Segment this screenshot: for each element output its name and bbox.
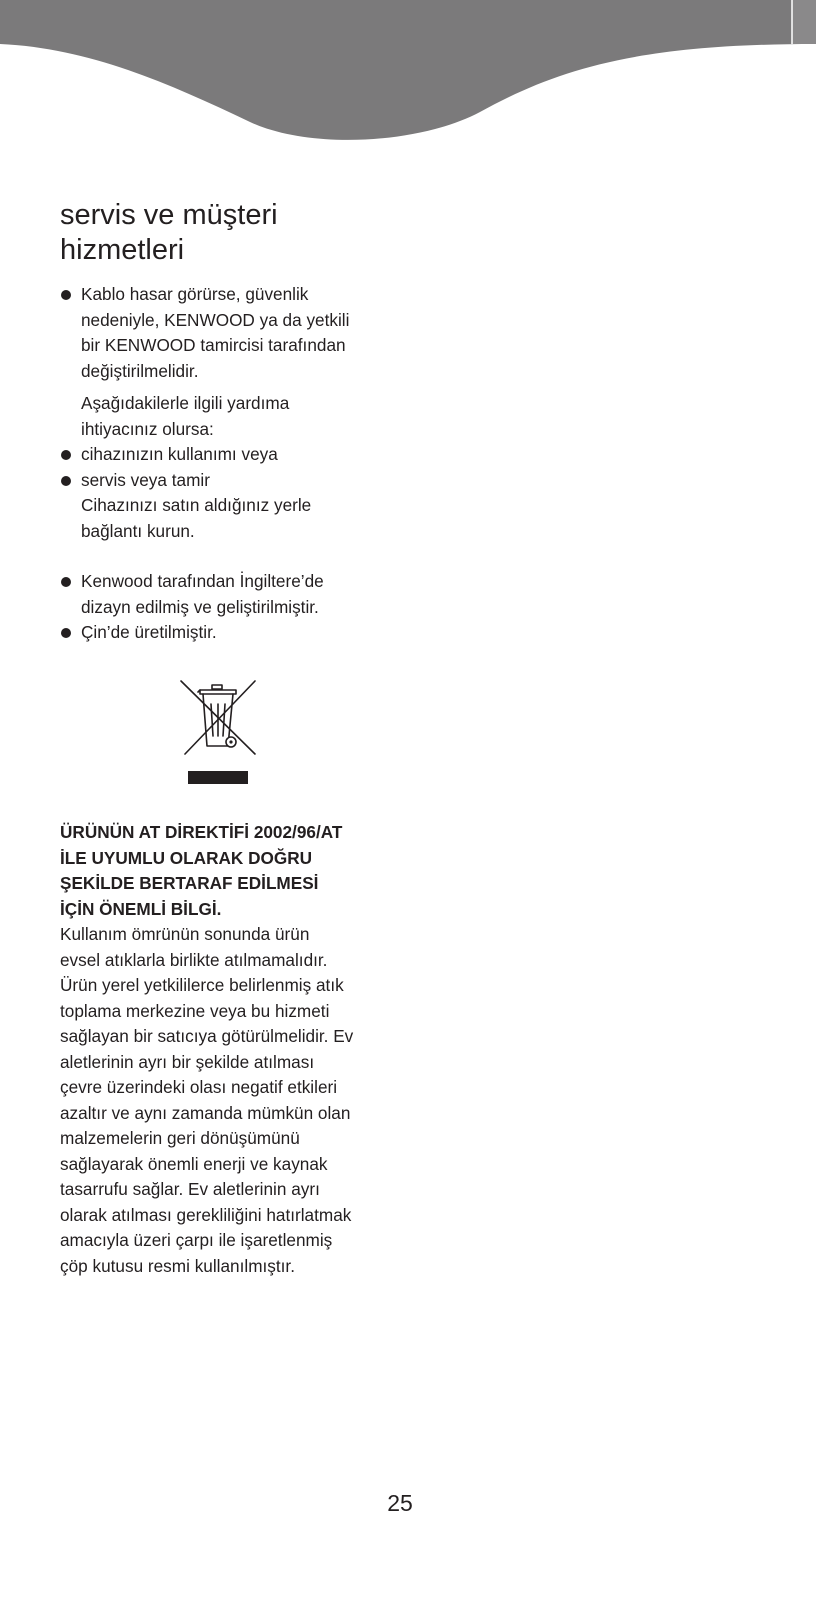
text-line: malzemelerin geri dönüşümünü	[60, 1128, 300, 1148]
crossed-out-wheelie-bin-icon	[178, 678, 258, 788]
text-line: sağlayan bir satıcıya götürülmelidir. Ev	[60, 1026, 354, 1046]
page-title	[60, 198, 420, 268]
bullet-manufactured	[60, 620, 400, 646]
title-line: servis ve müşteri	[60, 199, 278, 231]
text-line: cihazınızın kullanımı veya	[81, 444, 278, 464]
header-corner-tab	[792, 0, 816, 44]
weee-notice-body	[60, 922, 400, 1279]
text-line: çevre üzerindeki olası negatif etkileri	[60, 1077, 338, 1097]
spacer	[60, 544, 400, 569]
page-number: 25	[387, 1490, 413, 1516]
text-line: bağlantı kurun.	[81, 520, 195, 541]
bullet-designed	[60, 569, 400, 620]
text-line: dizayn edilmiş ve geliştirilmiştir.	[81, 596, 319, 617]
text-line: Kenwood tarafından İngiltere’de	[81, 571, 324, 591]
text-line: evsel atıklarla birlikte atılmamalıdır.	[60, 949, 328, 970]
header-wave-shape	[0, 0, 816, 140]
text-line: Aşağıdakilerle ilgili yardıma	[81, 393, 290, 413]
weee-symbol	[178, 678, 258, 788]
text-line: değiştirilmelidir.	[81, 360, 199, 381]
text-line: azaltır ve aynı zamanda mümkün olan	[60, 1102, 351, 1123]
help-intro	[60, 391, 400, 442]
text-line: Çin’de üretilmiştir.	[81, 622, 217, 642]
text-line: toplama merkezine veya bu hizmeti	[60, 1000, 330, 1021]
spacer	[60, 384, 400, 391]
text-line: servis veya tamir	[81, 469, 210, 490]
text-line: Cihazınızı satın aldığınız yerle	[81, 495, 312, 515]
header-wave-banner	[0, 0, 816, 150]
heading-line: ÜRÜNÜN AT DİREKTİFİ 2002/96/AT	[60, 822, 343, 842]
heading-line: İLE UYUMLU OLARAK DOĞRU	[60, 847, 313, 868]
bullet-cable-damage	[60, 282, 400, 384]
text-line: amacıyla üzeri çarpı ile işaretlenmiş	[60, 1230, 333, 1250]
text-line: ihtiyacınız olursa:	[81, 418, 214, 439]
service-section	[60, 282, 400, 646]
contact-retailer	[60, 493, 400, 544]
title-line: hizmetleri	[60, 234, 185, 266]
text-line: aletlerinin ayrı bir şekilde atılması	[60, 1051, 315, 1072]
text-line: sağlayarak önemli enerji ve kaynak	[60, 1153, 328, 1174]
heading-line: İÇİN ÖNEMLİ BİLGİ.	[60, 898, 222, 919]
text-line: olarak atılması gerekliliğini hatırlatmak	[60, 1204, 352, 1225]
weee-notice-heading	[60, 820, 400, 922]
heading-line: ŞEKİLDE BERTARAF EDİLMESİ	[60, 873, 319, 893]
bullet-service	[60, 468, 400, 494]
text-line: Kablo hasar görürse, güvenlik	[81, 284, 309, 304]
text-line: nedeniyle, KENWOOD ya da yetkili	[81, 309, 350, 330]
text-line: tasarrufu sağlar. Ev aletlerinin ayrı	[60, 1179, 320, 1199]
text-line: Kullanım ömrünün sonunda ürün	[60, 924, 310, 944]
text-line: Ürün yerel yetkililerce belirlenmiş atık	[60, 975, 344, 995]
text-line: çöp kutusu resmi kullanılmıştır.	[60, 1255, 295, 1276]
text-line: bir KENWOOD tamircisi tarafından	[81, 335, 346, 355]
bullet-usage	[60, 442, 400, 468]
